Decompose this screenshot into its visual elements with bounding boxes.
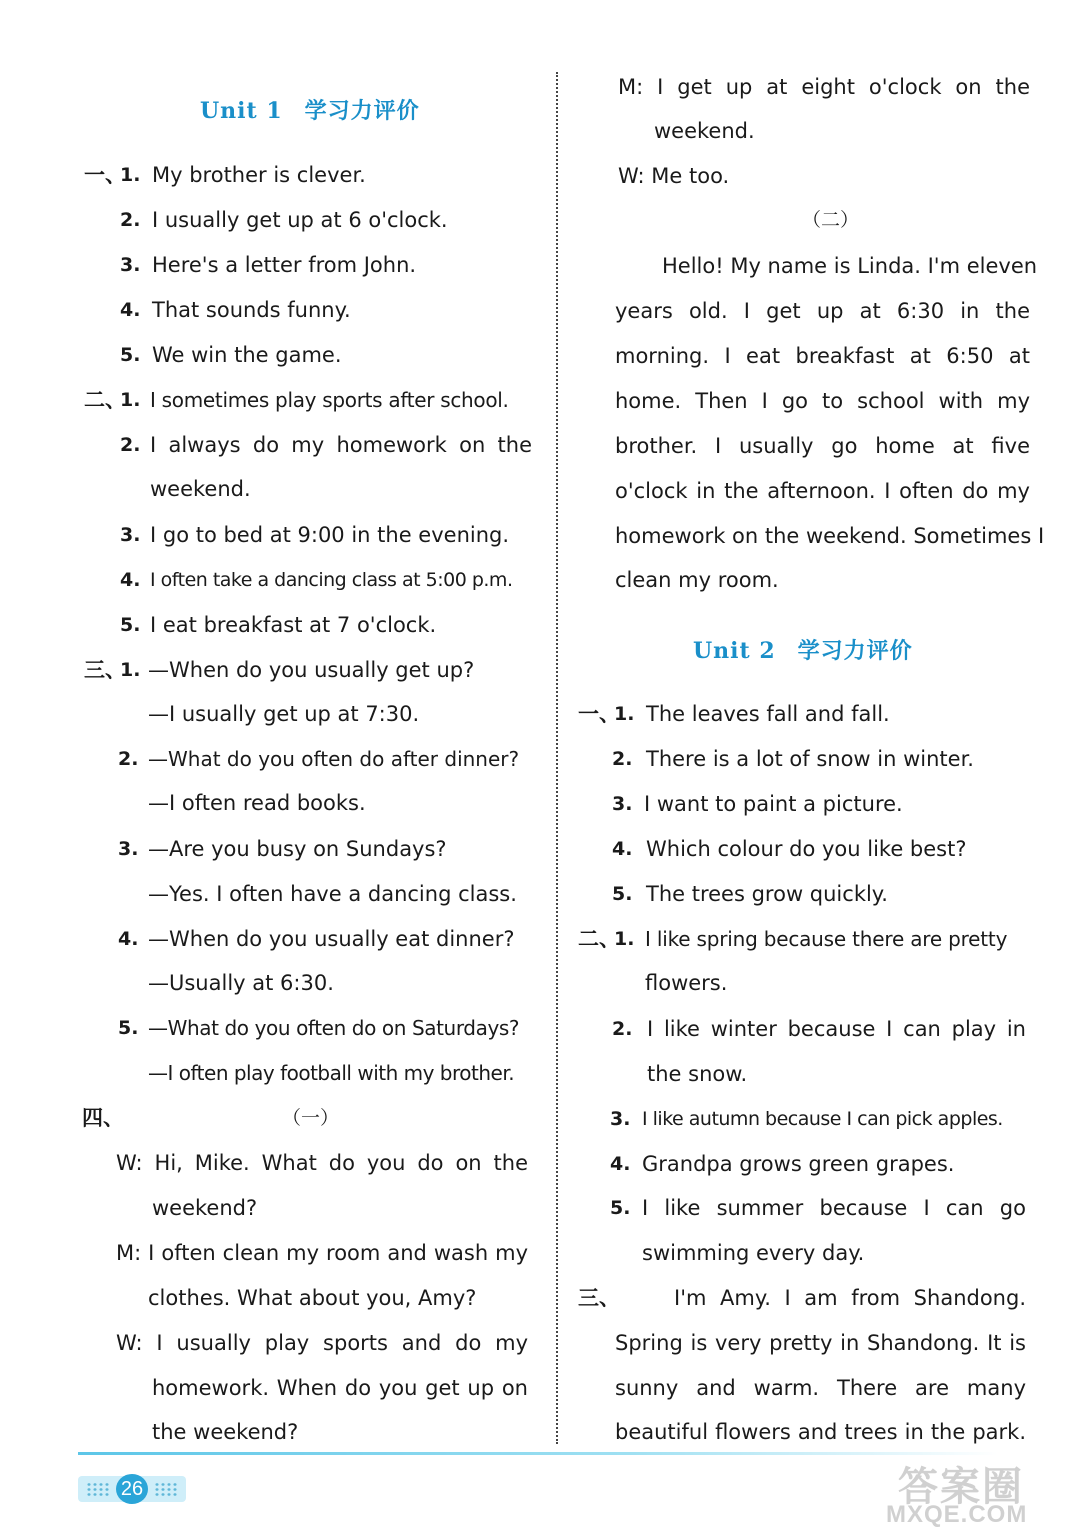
answer-line: I like spring because there are pretty — [645, 927, 1008, 951]
item-number: 3. — [610, 1108, 631, 1130]
answer-line-cont: the snow. — [647, 1062, 748, 1086]
answer-line: I sometimes play sports after school. — [150, 388, 509, 412]
item-number: 1. — [614, 928, 635, 950]
answer-line-cont: weekend. — [150, 477, 251, 501]
unit2-title — [693, 634, 913, 665]
dialog-line: weekend? — [152, 1196, 258, 1220]
unit1-heading: 学习力评价 — [304, 98, 420, 124]
passage-line: Hello! My name is Linda. I'm eleven — [662, 254, 1038, 278]
watermark-text: 答案圈 — [898, 1465, 1024, 1509]
dialog-line: the weekend? — [152, 1420, 299, 1444]
subsection-1-label: （一） — [282, 1107, 340, 1129]
item-number: 4. — [612, 838, 633, 860]
passage-line: Spring is very pretty in Shandong. It is — [615, 1331, 1026, 1355]
answer-line: I always do my homework on the — [150, 433, 532, 457]
watermark-url: MXQE.COM — [886, 1501, 1028, 1528]
answer-line-cont: flowers. — [645, 971, 728, 995]
section-3-marker: 三、 — [578, 1286, 620, 1310]
reply-line: —I often read books. — [148, 791, 366, 815]
answer-line-cont: swimming every day. — [642, 1241, 865, 1265]
item-number: 5. — [612, 883, 633, 905]
unit1-label: Unit 1 — [200, 98, 283, 124]
answer-line: Here's a letter from John. — [152, 253, 417, 277]
column-divider — [556, 72, 558, 1444]
answer-line: I often take a dancing class at 5:00 p.m. — [150, 569, 513, 591]
answer-line: I usually get up at 6 o'clock. — [152, 208, 448, 232]
answer-line: We win the game. — [152, 343, 342, 367]
reply-line: —I usually get up at 7:30. — [148, 702, 420, 726]
answer-line: Grandpa grows green grapes. — [642, 1152, 955, 1176]
passage-line: brother. I usually go home at five — [615, 434, 1030, 458]
item-number: 1. — [120, 164, 141, 186]
answer-line: I like autumn because I can pick apples. — [642, 1108, 1003, 1130]
passage-line: o'clock in the afternoon. I often do my — [615, 479, 1030, 503]
answer-line: I want to paint a picture. — [644, 792, 903, 816]
unit1-title — [200, 94, 420, 125]
section-2-marker: 二、 — [84, 388, 126, 412]
item-number: 5. — [118, 1017, 139, 1039]
reply-line: —Yes. I often have a dancing class. — [148, 882, 517, 906]
item-number: 2. — [612, 1018, 633, 1040]
answer-line: The trees grow quickly. — [646, 882, 888, 906]
question-line: —When do you usually eat dinner? — [148, 927, 515, 951]
question-line: —What do you often do on Saturdays? — [148, 1016, 520, 1040]
reply-line: —I often play football with my brother. — [148, 1061, 515, 1085]
page-number: 26 — [116, 1474, 148, 1504]
item-number: 5. — [120, 614, 141, 636]
section-3-marker: 三、 — [84, 658, 126, 682]
answer-line: The leaves fall and fall. — [646, 702, 890, 726]
dialog-line: M: I get up at eight o'clock on the — [618, 75, 1030, 99]
item-number: 2. — [120, 209, 141, 231]
section-1-marker: 一、 — [578, 702, 620, 726]
item-number: 4. — [610, 1153, 631, 1175]
dialog-line: weekend. — [654, 119, 755, 143]
reply-line: —Usually at 6:30. — [148, 971, 334, 995]
unit2-heading: 学习力评价 — [797, 638, 913, 664]
page-number-badge — [78, 1476, 186, 1502]
answer-line: My brother is clever. — [152, 163, 366, 187]
watermark-logo — [880, 1455, 1060, 1531]
item-number: 1. — [120, 389, 141, 411]
dots-decoration — [154, 1482, 178, 1496]
item-number: 5. — [120, 344, 141, 366]
subsection-2-label: （二） — [802, 209, 860, 231]
question-line: —Are you busy on Sundays? — [148, 837, 447, 861]
passage-line: sunny and warm. There are many — [615, 1376, 1026, 1400]
answer-line: Which colour do you like best? — [646, 837, 967, 861]
answer-line: There is a lot of snow in winter. — [646, 747, 974, 771]
dialog-line: W: Me too. — [618, 164, 730, 188]
passage-line: morning. I eat breakfast at 6:50 at — [615, 344, 1030, 368]
section-4-marker: 四、 — [82, 1106, 124, 1130]
section-2-marker: 二、 — [578, 927, 620, 951]
answer-line: I eat breakfast at 7 o'clock. — [150, 613, 437, 637]
passage-line: years old. I get up at 6:30 in the — [615, 299, 1030, 323]
answer-line: I like winter because I can play in — [647, 1017, 1026, 1041]
dialog-line: clothes. What about you, Amy? — [148, 1286, 477, 1310]
passage-line: clean my room. — [615, 568, 779, 592]
item-number: 3. — [120, 254, 141, 276]
passage-line: beautiful flowers and trees in the park. — [615, 1420, 1026, 1444]
question-line: —What do you often do after dinner? — [148, 747, 520, 771]
item-number: 4. — [120, 299, 141, 321]
item-number: 2. — [118, 748, 139, 770]
item-number: 1. — [614, 703, 635, 725]
passage-line: homework on the weekend. Sometimes I — [615, 524, 1045, 548]
item-number: 2. — [612, 748, 633, 770]
dialog-line: W: I usually play sports and do my — [116, 1331, 528, 1355]
question-line: —When do you usually get up? — [148, 658, 475, 682]
item-number: 3. — [120, 524, 141, 546]
answer-line: I go to bed at 9:00 in the evening. — [150, 523, 510, 547]
item-number: 1. — [120, 659, 141, 681]
passage-line: I'm Amy. I am from Shandong. — [674, 1286, 1026, 1310]
passage-line: home. Then I go to school with my — [615, 389, 1030, 413]
dialog-line: homework. When do you get up on — [152, 1376, 528, 1400]
unit2-label: Unit 2 — [693, 638, 776, 664]
dialog-line: W: Hi, Mike. What do you do on the — [116, 1151, 528, 1175]
answer-line: I like summer because I can go — [642, 1196, 1026, 1220]
item-number: 3. — [118, 838, 139, 860]
item-number: 2. — [120, 434, 141, 456]
footer-rule — [78, 1452, 998, 1455]
item-number: 5. — [610, 1197, 631, 1219]
item-number: 4. — [120, 569, 141, 591]
item-number: 4. — [118, 928, 139, 950]
section-1-marker: 一、 — [84, 163, 126, 187]
answer-line: That sounds funny. — [152, 298, 351, 322]
item-number: 3. — [612, 793, 633, 815]
dots-decoration — [86, 1482, 110, 1496]
dialog-line: M: I often clean my room and wash my — [116, 1241, 528, 1265]
